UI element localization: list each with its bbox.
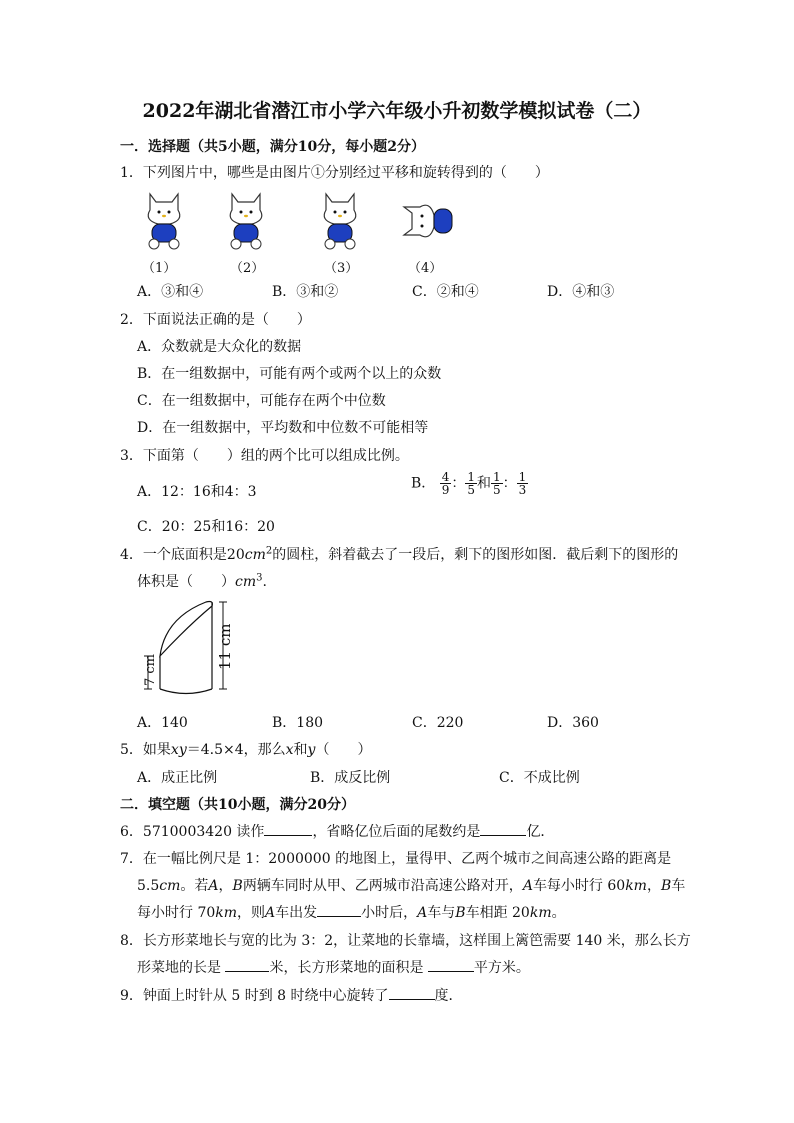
q1-option-c[interactable]: C．②和④ xyxy=(412,284,479,300)
section2-heading: 二．填空题（共10小题，满分20分） xyxy=(120,797,355,813)
q1-stem: 1．下列图片中，哪些是由图片①分别经过平移和旋转得到的（ ） xyxy=(120,165,549,181)
q7-line1: 7．在一幅比例尺是 1：2000000 的地图上，量得甲、乙两个城市之间高速公路的距离是 xyxy=(120,851,672,867)
q1-option-a[interactable]: A．③和④ xyxy=(137,284,204,300)
q4-option-c[interactable]: C．220 xyxy=(412,715,464,731)
q4-option-b[interactable]: B．180 xyxy=(272,715,324,731)
q2-option-b[interactable]: B．在一组数据中，可能有两个或两个以上的众数 xyxy=(137,366,442,382)
answer-blank[interactable] xyxy=(317,902,361,917)
pic-label-2: （2） xyxy=(230,261,265,276)
q7-line3: 每小时行 70km，则A车出发 小时后，A车与B车相距 20km。 xyxy=(137,902,566,922)
pic-label-1: （1） xyxy=(142,261,177,276)
fraction-1-5b: $\frac{1}{5}$ xyxy=(493,470,501,497)
q4-stem-line2: 体积是（ ）$cm^3$. xyxy=(137,572,267,590)
q7-line2: 5.5cm。若A，B两辆车同时从甲、乙两城市沿高速公路对开，A车每小时行 60km，B车 xyxy=(137,878,686,894)
q8-line2: 形菜地的长是 米，长方形菜地的面积是 平方米。 xyxy=(137,957,530,977)
kitty-image-2 xyxy=(222,188,270,252)
answer-blank[interactable] xyxy=(480,821,526,836)
q1-option-d[interactable]: D．④和③ xyxy=(547,284,615,300)
q4-stem-line1: 4．一个底面积是$20cm^2$的圆柱，斜着截去了一段后，剩下的图形如图．截后剩下的图形的 xyxy=(120,545,679,563)
fraction-4-9: $\frac{4}{9}$ xyxy=(441,470,450,497)
label-11cm: 11 cm xyxy=(216,623,234,670)
q2-option-c[interactable]: C．在一组数据中，可能存在两个中位数 xyxy=(137,393,386,409)
q2-option-d[interactable]: D．在一组数据中，平均数和中位数不可能相等 xyxy=(137,420,429,436)
q3-stem: 3．下面第（ ）组的两个比可以组成比例。 xyxy=(120,448,409,464)
q3-option-a[interactable]: A．12：16和4：3 xyxy=(137,484,257,500)
q5-stem: 5．如果xy＝4.5×4，那么x和y（ ） xyxy=(120,742,372,758)
pic-label-4: （4） xyxy=(408,261,443,276)
label-7cm: 7 cm xyxy=(143,653,158,686)
q5-option-c[interactable]: C．不成比例 xyxy=(499,770,580,786)
q3-b-prefix: B． xyxy=(411,475,436,492)
kitty-image-4-rotated xyxy=(400,196,462,246)
kitty-image-3 xyxy=(316,188,364,252)
answer-blank[interactable] xyxy=(389,985,435,1000)
q2-option-a[interactable]: A．众数就是大众化的数据 xyxy=(137,339,302,355)
fraction-1-5: $\frac{1}{5}$ xyxy=(467,470,476,497)
pic-label-3: （3） xyxy=(324,261,359,276)
answer-blank[interactable] xyxy=(225,957,269,972)
q1-option-b[interactable]: B．③和② xyxy=(272,284,339,300)
q9-stem: 9．钟面上时针从 5 时到 8 时绕中心旋转了 度． xyxy=(120,985,463,1005)
kitty-image-1 xyxy=(140,188,188,252)
cut-cylinder-figure xyxy=(130,596,240,700)
q5-option-b[interactable]: B．成反比例 xyxy=(310,770,391,786)
answer-blank[interactable] xyxy=(428,957,474,972)
q8-line1: 8．长方形菜地长与宽的比为 3：2，让菜地的长靠墙，这样围上篱笆需要 140 米，那么长方 xyxy=(120,933,691,949)
q5-option-a[interactable]: A．成正比例 xyxy=(137,770,218,786)
answer-blank[interactable] xyxy=(264,821,312,836)
q4-option-d[interactable]: D．360 xyxy=(547,715,599,731)
q3-option-c[interactable]: C．20：25和16：20 xyxy=(137,519,275,535)
q2-stem: 2．下面说法正确的是（ ） xyxy=(120,312,311,328)
q6-stem: 6．5710003420 读作 ，省略亿位后面的尾数约是 亿． xyxy=(120,821,554,841)
page-title: 2022年湖北省潜江市小学六年级小升初数学模拟试卷（二） xyxy=(142,100,652,122)
q3-option-b[interactable]: B． $\frac{4}{9}$ ： $\frac{1}{5}$ 和 $\frac{1}{5}$ ： $\frac{1}{3}$ xyxy=(411,470,527,497)
q4-option-a[interactable]: A．140 xyxy=(137,715,188,731)
section1-heading: 一．选择题（共5小题，满分10分，每小题2分） xyxy=(120,139,425,155)
fraction-1-3: $\frac{1}{3}$ xyxy=(518,470,527,497)
